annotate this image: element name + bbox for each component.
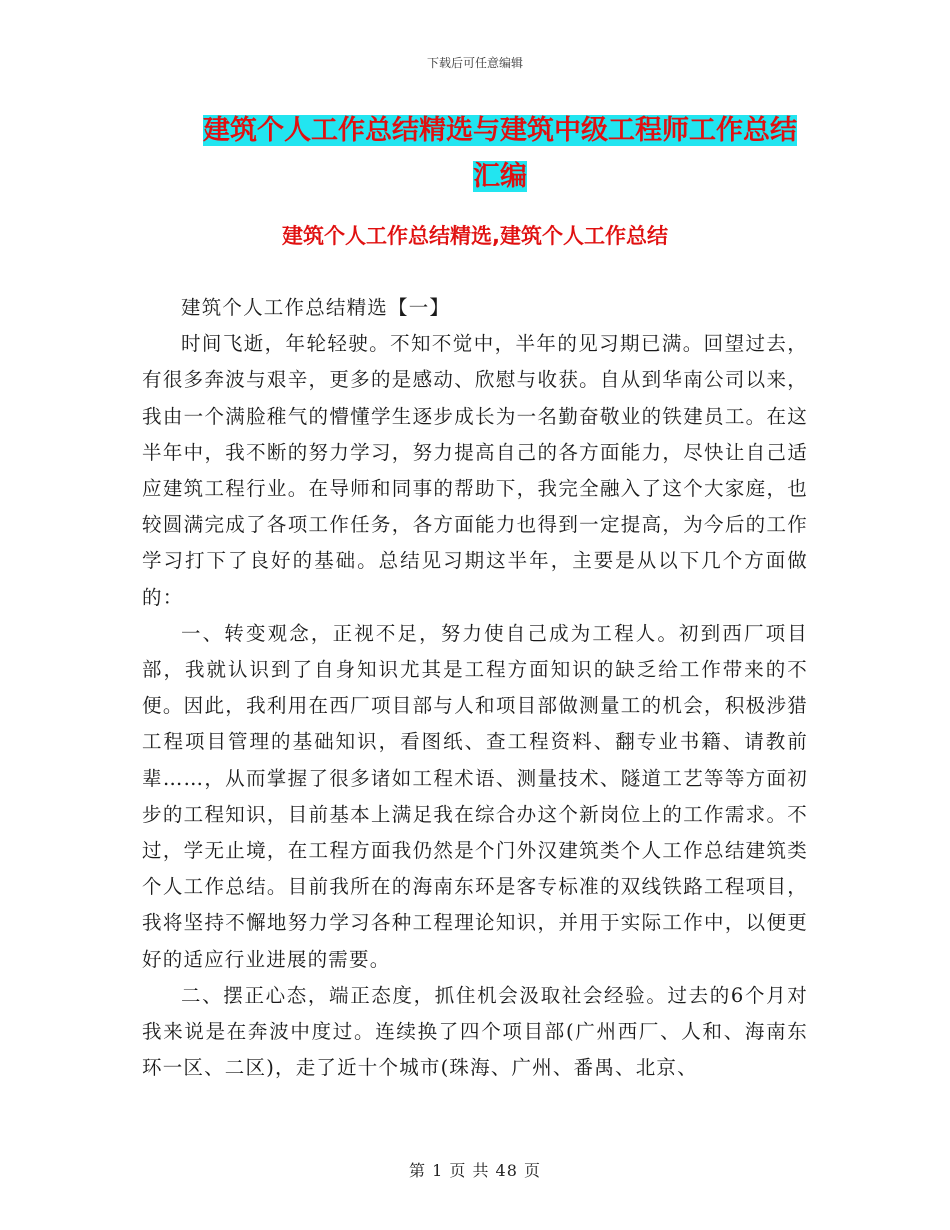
header-note: 下载后可任意编辑: [426, 56, 523, 70]
paragraph: 时间飞逝，年轮轻驶。不知不觉中，半年的见习期已满。回望过去，有很多奔波与艰辛，更多的是感动、欣慰与收获。自从到华南公司以来，我由一个满脸稚气的懵懂学生逐步成长为一名勤奋敬业的铁建员工。在这半年中，我不断的努力学习，努力提高自己的各方面能力，尽快让自己适应建筑工程行业。在导师和同事的帮助下，我完全融入了这个大家庭，也较圆满完成了各项工作任务，各方面能力也得到一定提高，为今后的工作学习打下了良好的基础。总结见习期这半年，主要是从以下几个方面做的：: [142, 332, 808, 609]
page-footer: 第 1 页 共 48 页: [409, 1161, 541, 1180]
paragraph-heading: 建筑个人工作总结精选【一】: [181, 296, 451, 319]
section-subtitle: 建筑个人工作总结精选,建筑个人工作总结: [282, 224, 668, 248]
body-text: [142, 290, 808, 1086]
paragraph: 一、转变观念，正视不足，努力使自己成为工程人。初到西厂项目部，我就认识到了自身知识尤其是工程方面知识的缺乏给工作带来的不便。因此，我利用在西厂项目部与人和项目部做测量工的机会，积极涉猎工程项目管理的基础知识，看图纸、查工程资料、翻专业书籍、请教前辈……，从而掌握了很多诸如工程术语、测量技术、隧道工艺等等方面初步的工程知识，目前基本上满足我在综合办这个新岗位上的工作需求。不过，学无止境，在工程方面我仍然是个门外汉建筑类个人工作总结建筑类个人工作总结。目前我所在的海南东环是客专标准的双线铁路工程项目，我将坚持不懈地努力学习各种工程理论知识，并用于实际工作中，以便更好的适应行业进展的需要。: [142, 621, 808, 971]
document-title-text: 建筑个人工作总结精选与建筑中级工程师工作总结汇编: [203, 115, 797, 192]
document-title: [190, 108, 810, 200]
paragraph: 二、摆正心态，端正态度，抓住机会汲取社会经验。过去的6个月对我来说是在奔波中度过。连续换了四个项目部(广州西厂、人和、海南东环一区、二区)，走了近十个城市(珠海、广州、番禺、北京、: [142, 983, 808, 1080]
